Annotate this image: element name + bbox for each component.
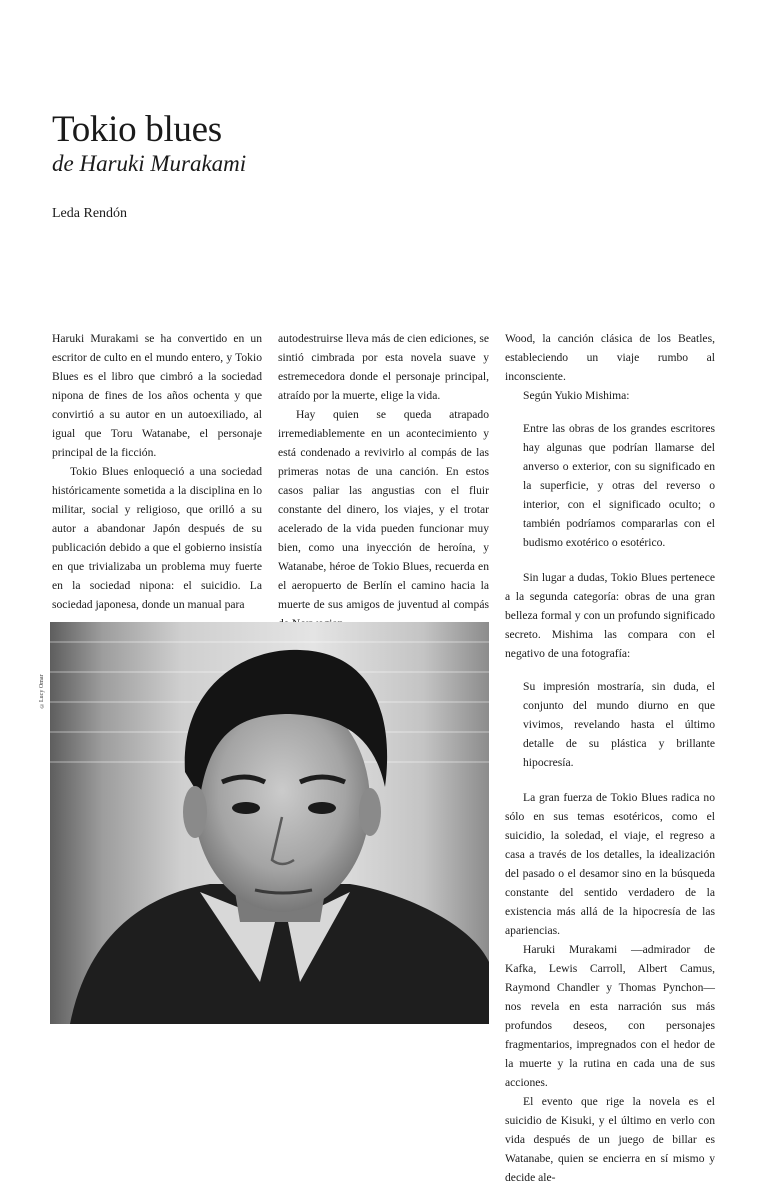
block-quote: Su impresión mostraría, sin duda, el conjunto del mundo diurno en que vivimos, revelando hasta el último detalle de su plástica y brillante hipocresía. [523,680,715,769]
portrait-illustration [50,622,489,1024]
paragraph: El evento que rige la novela es el suicidio de Kisuki, y el último en verlo con vida después de un juego de billar es Watanabe, quien se encierra en sí mismo y decide ale- [505,1095,715,1184]
article-author: Leda Rendón [52,206,128,221]
photo-credit: ©Lucy Omar [39,674,45,708]
paragraph: Haruki Murakami —admirador de Kafka, Lewis Carroll, Albert Camus, Raymond Chandler y Thomas Pynchon— nos revela en esta narración sus más profundos deseos, con personajes fragmentarios, impregnados con el hedor de la muerte y la rutina en cada una de sus acciones. [505,943,715,1089]
paragraph: Según Yukio Mishima: [523,389,630,402]
paragraph: Wood, la canción clásica de los Beatles, estableciendo un viaje rumbo al inconsciente. [505,332,715,383]
paragraph: Haruki Murakami se ha convertido en un escritor de culto en el mundo entero, y Tokio Blues es el libro que cimbró a la sociedad nipona de fines de los años ochenta y que convirtió a su autor en un autoexiliado, al igual que Toru Watanabe, el personaje principal de la ficción. [52,332,262,459]
paragraph: Tokio Blues enloqueció a una sociedad históricamente sometida a la disciplina en lo militar, social y religioso, que orilló a su autor a abandonar Japón después de su publicación debido a que el gobierno insistía en que trivializaba un problema muy fuerte en la sociedad nipona: el suicidio. La sociedad japonesa, donde un manual para [52,465,262,611]
article-title: Tokio blues [52,109,222,150]
author-portrait-photo [50,622,489,1024]
text-column-2 [278,329,489,633]
paragraph: La gran fuerza de Tokio Blues radica no sólo en sus temas esotéricos, como el suicidio, la soledad, el viaje, el regreso a casa a través de los detalles, la idealización del pasado o el desamor sino en la búsqueda constante del sentido verdadero de la existencia más allá de la hipocresía de las apariencias. [505,791,715,937]
text-column-1 [52,329,262,614]
article-subtitle: de Haruki Murakami [52,151,247,176]
block-quote: Entre las obras de los grandes escritores hay algunas que podrían llamarse del anverso o exterior, con su significado en la superficie, y otras del reverso o interior, con el significado oculto; o también podríamos compararlas con el budismo exotérico o esotérico. [523,422,715,549]
paragraph: Hay quien se queda atrapado irremediablemente en un acontecimiento y está condenado a revivirlo al compás de las primeras notas de una canción. En estos casos paliar las angustias con el fluir constante del dinero, los viajes, y el trotar acelerado de la vida pueden funcionar muy bien, como una inyección de heroína, y Watanabe, héroe de Tokio Blues, recuerda en el aeropuerto de Berlín el camino hacia la muerte de sus amigos de juventud al compás [278,408,489,611]
paragraph: Sin lugar a dudas, Tokio Blues pertenece a la segunda categoría: obras de una gran belleza formal y con un profundo significado secreto. Mishima las compara con el negativo de una fotografía: [505,571,715,660]
paragraph: autodestruirse lleva más de cien ediciones, se sintió cimbrada por esta novela suave y estremecedora donde el personaje principal, atraído por la muerte, elige la vida. [278,332,489,402]
text-column-3 [505,329,715,1187]
